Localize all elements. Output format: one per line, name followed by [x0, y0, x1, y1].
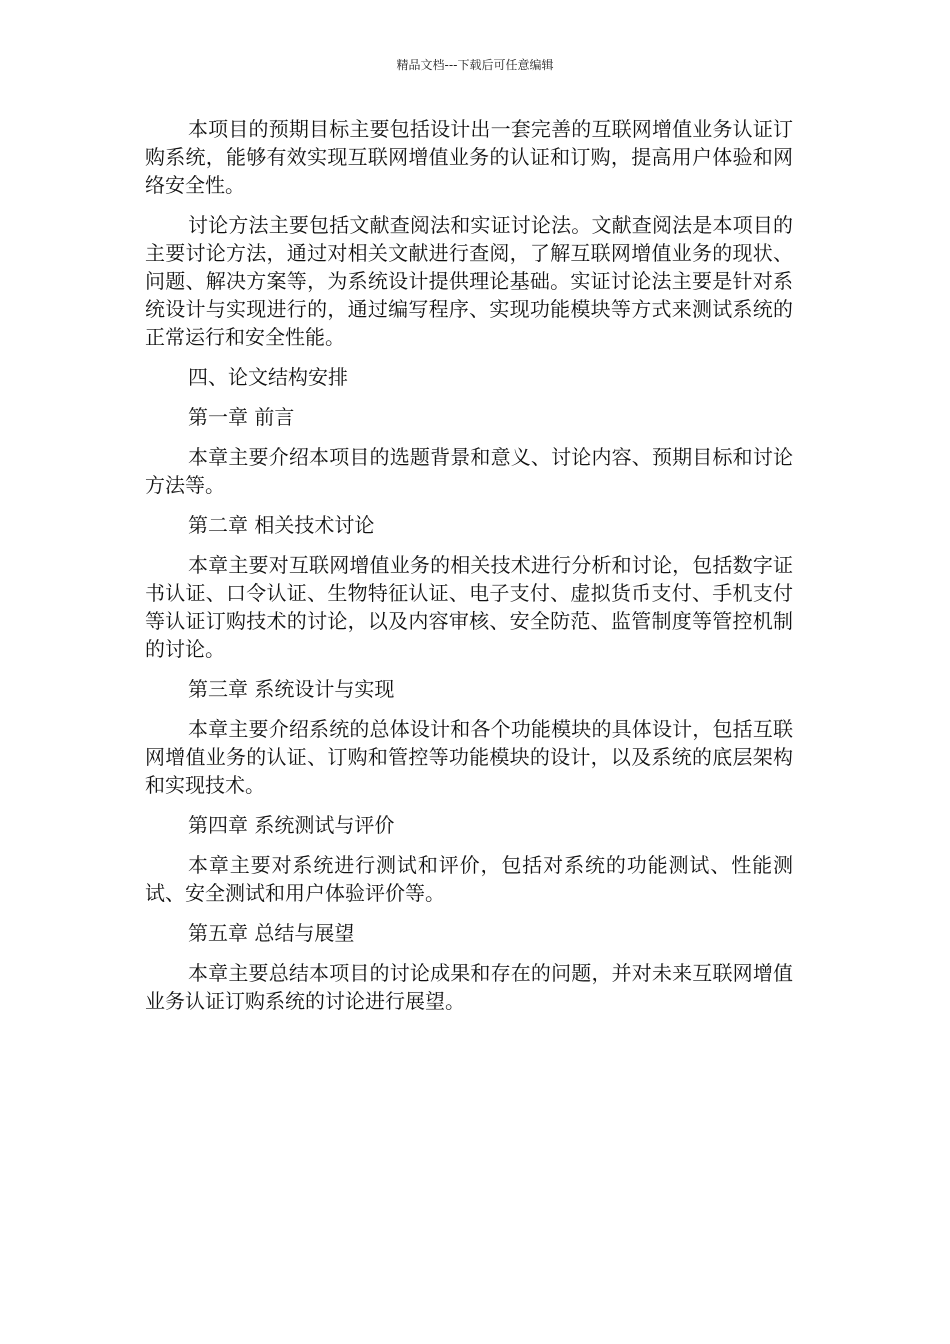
page-header: 精品文档---下载后可任意编辑 [396, 58, 554, 72]
paragraph-methods: 讨论方法主要包括文献查阅法和实证讨论法。文献查阅法是本项目的主要讨论方法，通过对相关文献进行查阅，了解互联网增值业务的现状、问题、解决方案等，为系统设计提供理论基础。实证讨论法主要是针对系统设计与实现进行的，通过编写程序、实现功能模块等方式来测试系统的正常运行和安全性能。 [145, 213, 793, 349]
paragraph-chapter-4: 本章主要对系统进行测试和评价，包括对系统的功能测试、性能测试、安全测试和用户体验评价等。 [145, 853, 793, 905]
paragraph-chapter-1: 本章主要介绍本项目的选题背景和意义、讨论内容、预期目标和讨论方法等。 [145, 445, 793, 497]
paragraph-chapter-3: 本章主要介绍系统的总体设计和各个功能模块的具体设计，包括互联网增值业务的认证、订购和管控等功能模块的设计，以及系统的底层架构和实现技术。 [145, 717, 793, 797]
paragraph-chapter-2: 本章主要对互联网增值业务的相关技术进行分析和讨论，包括数字证书认证、口令认证、生物特征认证、电子支付、虚拟货币支付、手机支付等认证订购技术的讨论，以及内容审核、安全防范、监管制度等管控机制的讨论。 [145, 553, 793, 661]
chapter-heading-2: 第二章 相关技术讨论 [188, 513, 375, 537]
paragraph-chapter-5: 本章主要总结本项目的讨论成果和存在的问题，并对未来互联网增值业务认证订购系统的讨论进行展望。 [145, 961, 793, 1013]
paragraph-goals: 本项目的预期目标主要包括设计出一套完善的互联网增值业务认证订购系统，能够有效实现互联网增值业务的认证和订购，提高用户体验和网络安全性。 [145, 117, 793, 197]
chapter-heading-4: 第四章 系统测试与评价 [188, 813, 395, 837]
chapter-heading-3: 第三章 系统设计与实现 [188, 677, 395, 701]
chapter-heading-5: 第五章 总结与展望 [188, 921, 355, 945]
section-heading-structure: 四、论文结构安排 [188, 365, 348, 389]
document-body [145, 115, 793, 1027]
chapter-heading-1: 第一章 前言 [188, 405, 295, 429]
